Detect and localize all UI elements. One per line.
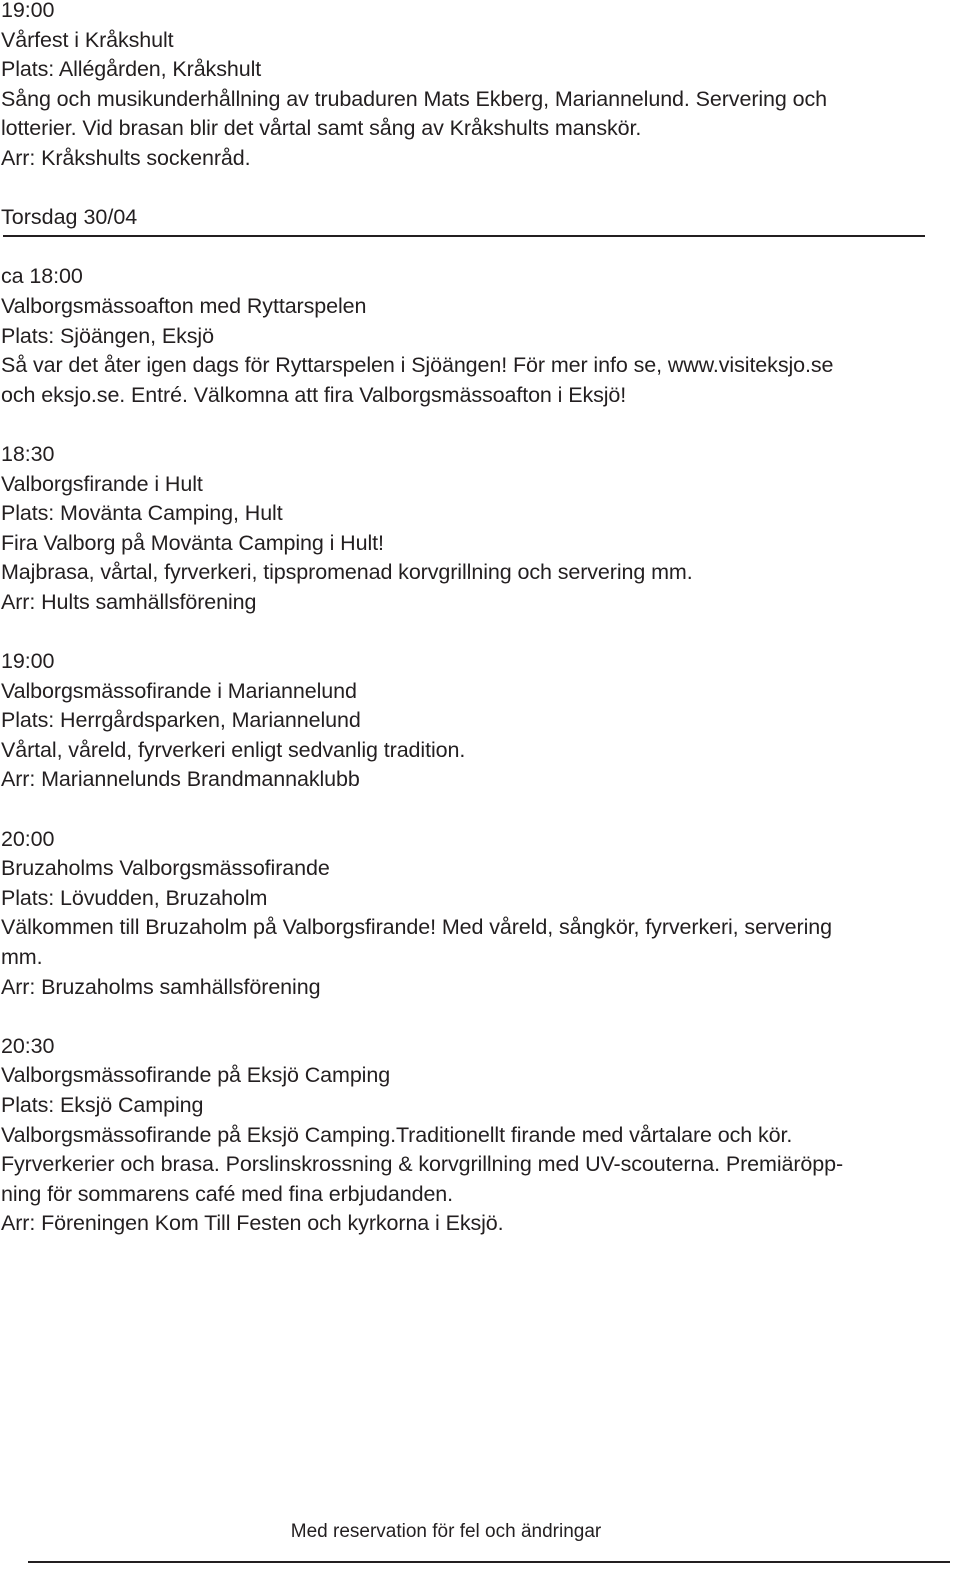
event-hult <box>1 440 931 618</box>
event-description-line: och eksjo.se. Entré. Välkomna att fira Valborgsmässoafton i Eksjö! <box>1 382 627 407</box>
event-title: Valborgsmässofirande i Mariannelund <box>1 678 357 703</box>
event-title: Valborgsmässofirande på Eksjö Camping <box>1 1063 391 1088</box>
day-heading: Torsdag 30/04 <box>1 205 138 230</box>
event-description-line: mm. <box>1 945 43 969</box>
event-eksjo-camping <box>1 1032 931 1239</box>
event-place: Plats: Lövudden, Bruzaholm <box>1 885 268 910</box>
event-organizer: Arr: Bruzaholms samhällsförening <box>1 974 321 999</box>
event-organizer: Arr: Kråkshults sockenråd. <box>1 145 251 170</box>
event-mariannelund <box>1 647 931 795</box>
footer-divider <box>28 1561 950 1563</box>
event-time: 18:30 <box>1 441 55 466</box>
event-place: Plats: Sjöängen, Eksjö <box>1 323 214 348</box>
event-listing <box>1 0 931 1239</box>
event-place: Plats: Movänta Camping, Hult <box>1 501 283 526</box>
event-description-line: Välkommen till Bruzaholm på Valborgsfirande! Med våreld, sångkör, fyrverkeri, servering <box>1 915 832 940</box>
event-time: ca 18:00 <box>1 264 83 289</box>
event-varfest-krakshult <box>1 0 931 174</box>
event-title: Valborgsmässoafton med Ryttarspelen <box>1 293 367 318</box>
event-description-line: lotterier. Vid brasan blir det vårtal samt sång av Kråkshults manskör. <box>1 116 642 141</box>
footer-disclaimer: Med reservation för fel och ändringar <box>290 1521 602 1542</box>
event-title: Vårfest i Kråkshult <box>1 27 174 52</box>
event-description-line: Vårtal, våreld, fyrverkeri enligt sedvanlig tradition. <box>1 737 466 762</box>
event-title: Valborgsfirande i Hult <box>1 471 203 496</box>
event-organizer: Arr: Mariannelunds Brandmannaklubb <box>1 767 360 792</box>
event-time: 20:00 <box>1 826 55 851</box>
event-bruzaholm <box>1 825 931 1003</box>
event-place: Plats: Allégården, Kråkshult <box>1 57 262 82</box>
event-time: 19:00 <box>1 649 55 674</box>
event-time: 19:00 <box>1 0 55 22</box>
event-time: 20:30 <box>1 1033 55 1058</box>
event-description-line: Så var det åter igen dags för Ryttarspelen i Sjöängen! För mer info se, www.visiteksjo.se <box>1 353 834 378</box>
event-description-line: Sång och musikunderhållning av trubaduren Mats Ekberg, Mariannelund. Servering och <box>1 86 828 111</box>
event-description-line: ning för sommarens café med fina erbjudanden. <box>1 1181 454 1206</box>
event-place: Plats: Herrgårdsparken, Mariannelund <box>1 708 361 733</box>
event-ryttarspelen <box>1 262 931 410</box>
event-organizer: Arr: Föreningen Kom Till Festen och kyrkorna i Eksjö. <box>1 1211 504 1236</box>
event-organizer: Arr: Hults samhällsförening <box>1 589 257 614</box>
event-place: Plats: Eksjö Camping <box>1 1092 204 1117</box>
event-description-line: Fyrverkerier och brasa. Porslinskrossning & korvgrillning med UV-scouterna. Premiäröpp- <box>1 1152 844 1177</box>
event-description-line: Fira Valborg på Movänta Camping i Hult! <box>1 530 384 555</box>
day-heading-divider <box>3 235 925 237</box>
event-title: Bruzaholms Valborgsmässofirande <box>1 856 330 881</box>
event-description-line: Majbrasa, vårtal, fyrverkeri, tipspromenad korvgrillning och servering mm. <box>1 560 693 585</box>
event-description-line: Valborgsmässofirande på Eksjö Camping.Traditionellt firande med vårtalare och kör. <box>1 1122 793 1147</box>
